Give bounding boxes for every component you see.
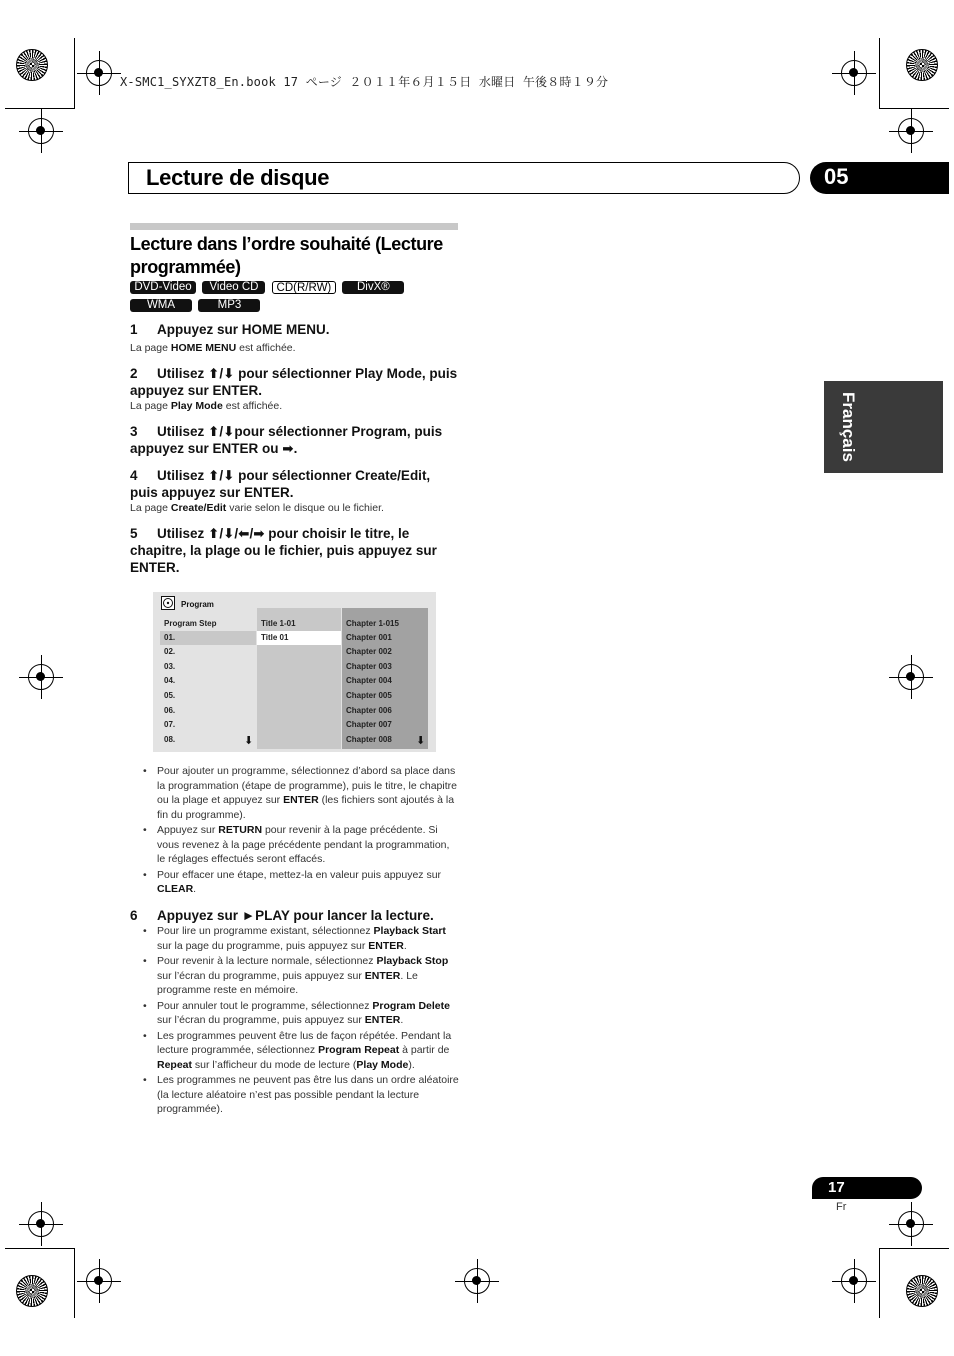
program-step-item[interactable]: 03. bbox=[164, 661, 176, 671]
chapter-number: 05 bbox=[810, 162, 949, 194]
page-number: 17 bbox=[812, 1177, 922, 1199]
crosshair-icon bbox=[28, 118, 54, 144]
step-4 bbox=[130, 467, 460, 501]
chapter-item[interactable]: Chapter 007 bbox=[346, 720, 392, 730]
title-column bbox=[257, 608, 341, 749]
chapter-item[interactable]: Chapter 002 bbox=[346, 647, 392, 657]
program-step-item[interactable]: 04. bbox=[164, 676, 176, 686]
crosshair-icon bbox=[464, 1268, 490, 1294]
down-arrow-icon[interactable]: ⬇ bbox=[244, 735, 254, 747]
crosshair-icon bbox=[841, 60, 867, 86]
step-6 bbox=[130, 907, 460, 924]
badge-dvd-video: DVD-Video bbox=[130, 281, 196, 294]
disc-icon bbox=[161, 596, 175, 610]
badge-divx: DivX® bbox=[342, 281, 404, 294]
registration-star-icon bbox=[906, 49, 938, 81]
crosshair-icon bbox=[841, 1268, 867, 1294]
step-text: Utilisez ⬆/⬇/⬅/➡ pour choisir le titre, le chapitre, la plage ou le fichier, puis appuyez sur ENTER. bbox=[130, 526, 437, 575]
step-number: 4 bbox=[130, 468, 138, 483]
step-number: 3 bbox=[130, 424, 138, 439]
crosshair-icon bbox=[28, 664, 54, 690]
program-step-item[interactable]: 06. bbox=[164, 705, 176, 715]
disc-type-badges bbox=[130, 281, 460, 317]
step-2-note: La page Play Mode est affichée. bbox=[130, 400, 283, 412]
registration-star-icon bbox=[16, 1275, 48, 1307]
step-5 bbox=[130, 525, 460, 576]
list-item: • Pour annuler tout le programme, sélectionnez Program Delete sur l’écran du programme, puis appuyez sur ENTER. bbox=[140, 999, 460, 1028]
chapter-item[interactable]: Chapter 008 bbox=[346, 734, 392, 744]
section-title: Lecture dans l’ordre souhaité (Lecture programmée) bbox=[130, 234, 443, 277]
program-step-item[interactable]: 08. bbox=[164, 734, 176, 744]
step-5-bullets bbox=[140, 764, 460, 898]
chapter-item[interactable]: Chapter 005 bbox=[346, 690, 392, 700]
down-arrow-icon[interactable]: ⬇ bbox=[416, 735, 426, 747]
list-item: • Les programmes peuvent être lus de façon répétée. Pendant la lecture programmée, sélectionnez Program Repeat à partir de Repeat sur l’afficheur du mode de lecture (Play Mode). bbox=[140, 1029, 460, 1073]
badge-video-cd: Video CD bbox=[202, 281, 265, 294]
step-number: 1 bbox=[130, 322, 138, 337]
crosshair-icon bbox=[86, 60, 112, 86]
program-screen-figure bbox=[153, 592, 436, 752]
page-language-code: Fr bbox=[836, 1201, 847, 1213]
crosshair-icon bbox=[898, 1211, 924, 1237]
step-6-bullets bbox=[140, 924, 460, 1118]
chapter-column bbox=[342, 608, 428, 749]
chapter-item[interactable]: Chapter 004 bbox=[346, 676, 392, 686]
list-item: • Les programmes ne peuvent pas être lus dans un ordre aléatoire (la lecture aléatoire n’est pas possible pendant la lecture programmée). bbox=[140, 1073, 460, 1117]
step-2 bbox=[130, 365, 460, 399]
badge-cd-rw: CD(R/RW) bbox=[272, 281, 336, 294]
chapter-column-header: Chapter 1-015 bbox=[346, 619, 399, 628]
step-number: 2 bbox=[130, 366, 138, 381]
step-text: Utilisez ⬆/⬇ pour sélectionner Play Mode, puis appuyez sur ENTER. bbox=[130, 366, 458, 398]
title-item[interactable]: Title 01 bbox=[257, 631, 341, 646]
badge-mp3: MP3 bbox=[198, 299, 260, 312]
step-1 bbox=[130, 321, 460, 338]
language-tab bbox=[824, 381, 943, 473]
step-text: Utilisez ⬆/⬇pour sélectionner Program, puis appuyez sur ENTER ou ➡. bbox=[130, 424, 443, 456]
title-column-header: Title 1-01 bbox=[261, 619, 296, 628]
list-item: • Pour ajouter un programme, sélectionnez d’abord sa place dans la programmation (étape de programme), puis le titre, le chapitre ou la plage et appuyez sur ENTER (les fichiers sont ajoutés à la fin du programme). bbox=[140, 764, 460, 822]
step-text: Appuyez sur HOME MENU. bbox=[157, 322, 330, 337]
chapter-item[interactable]: Chapter 001 bbox=[346, 632, 392, 642]
step-3 bbox=[130, 423, 460, 457]
registration-star-icon bbox=[16, 49, 48, 81]
crosshair-icon bbox=[898, 664, 924, 690]
program-step-item[interactable]: 05. bbox=[164, 690, 176, 700]
crosshair-icon bbox=[898, 118, 924, 144]
chapter-title: Lecture de disque bbox=[146, 165, 330, 190]
program-step-item[interactable]: 01. bbox=[160, 631, 256, 646]
language-tab-label: Français bbox=[839, 392, 858, 462]
program-step-column bbox=[160, 616, 256, 747]
crosshair-icon bbox=[86, 1268, 112, 1294]
program-step-header: Program Step bbox=[164, 619, 217, 628]
list-item: • Appuyez sur RETURN pour revenir à la page précédente. Si vous revenez à la page précédente pendant la programmation, le réglages effectués seront effacés. bbox=[140, 823, 460, 867]
program-step-item[interactable]: 02. bbox=[164, 647, 176, 657]
list-item: • Pour lire un programme existant, sélectionnez Playback Start sur la page du programme, puis appuyez sur ENTER. bbox=[140, 924, 460, 953]
step-4-note: La page Create/Edit varie selon le disque ou le fichier. bbox=[130, 502, 384, 514]
screen-title: Program bbox=[181, 600, 214, 609]
crosshair-icon bbox=[28, 1211, 54, 1237]
chapter-item[interactable]: Chapter 003 bbox=[346, 661, 392, 671]
program-step-item[interactable]: 07. bbox=[164, 720, 176, 730]
step-text: Utilisez ⬆/⬇ pour sélectionner Create/Edit, puis appuyez sur ENTER. bbox=[130, 468, 431, 500]
section-rule bbox=[130, 223, 458, 230]
step-number: 5 bbox=[130, 526, 138, 541]
chapter-item[interactable]: Chapter 006 bbox=[346, 705, 392, 715]
list-item: • Pour revenir à la lecture normale, sélectionnez Playback Stop sur l’écran du programme, puis appuyez sur ENTER. Le programme reste en mémoire. bbox=[140, 954, 460, 998]
step-number: 6 bbox=[130, 908, 138, 923]
step-1-note: La page HOME MENU est affichée. bbox=[130, 342, 296, 354]
step-text: Appuyez sur ►PLAY pour lancer la lecture. bbox=[157, 908, 434, 923]
badge-wma: WMA bbox=[130, 299, 192, 312]
list-item: • Pour effacer une étape, mettez-la en valeur puis appuyez sur CLEAR. bbox=[140, 868, 460, 897]
registration-star-icon bbox=[906, 1275, 938, 1307]
file-header: X-SMC1_SYXZT8_En.book 17 ページ ２０１１年６月１５日 水曜日 午後８時１９分 bbox=[120, 75, 609, 89]
